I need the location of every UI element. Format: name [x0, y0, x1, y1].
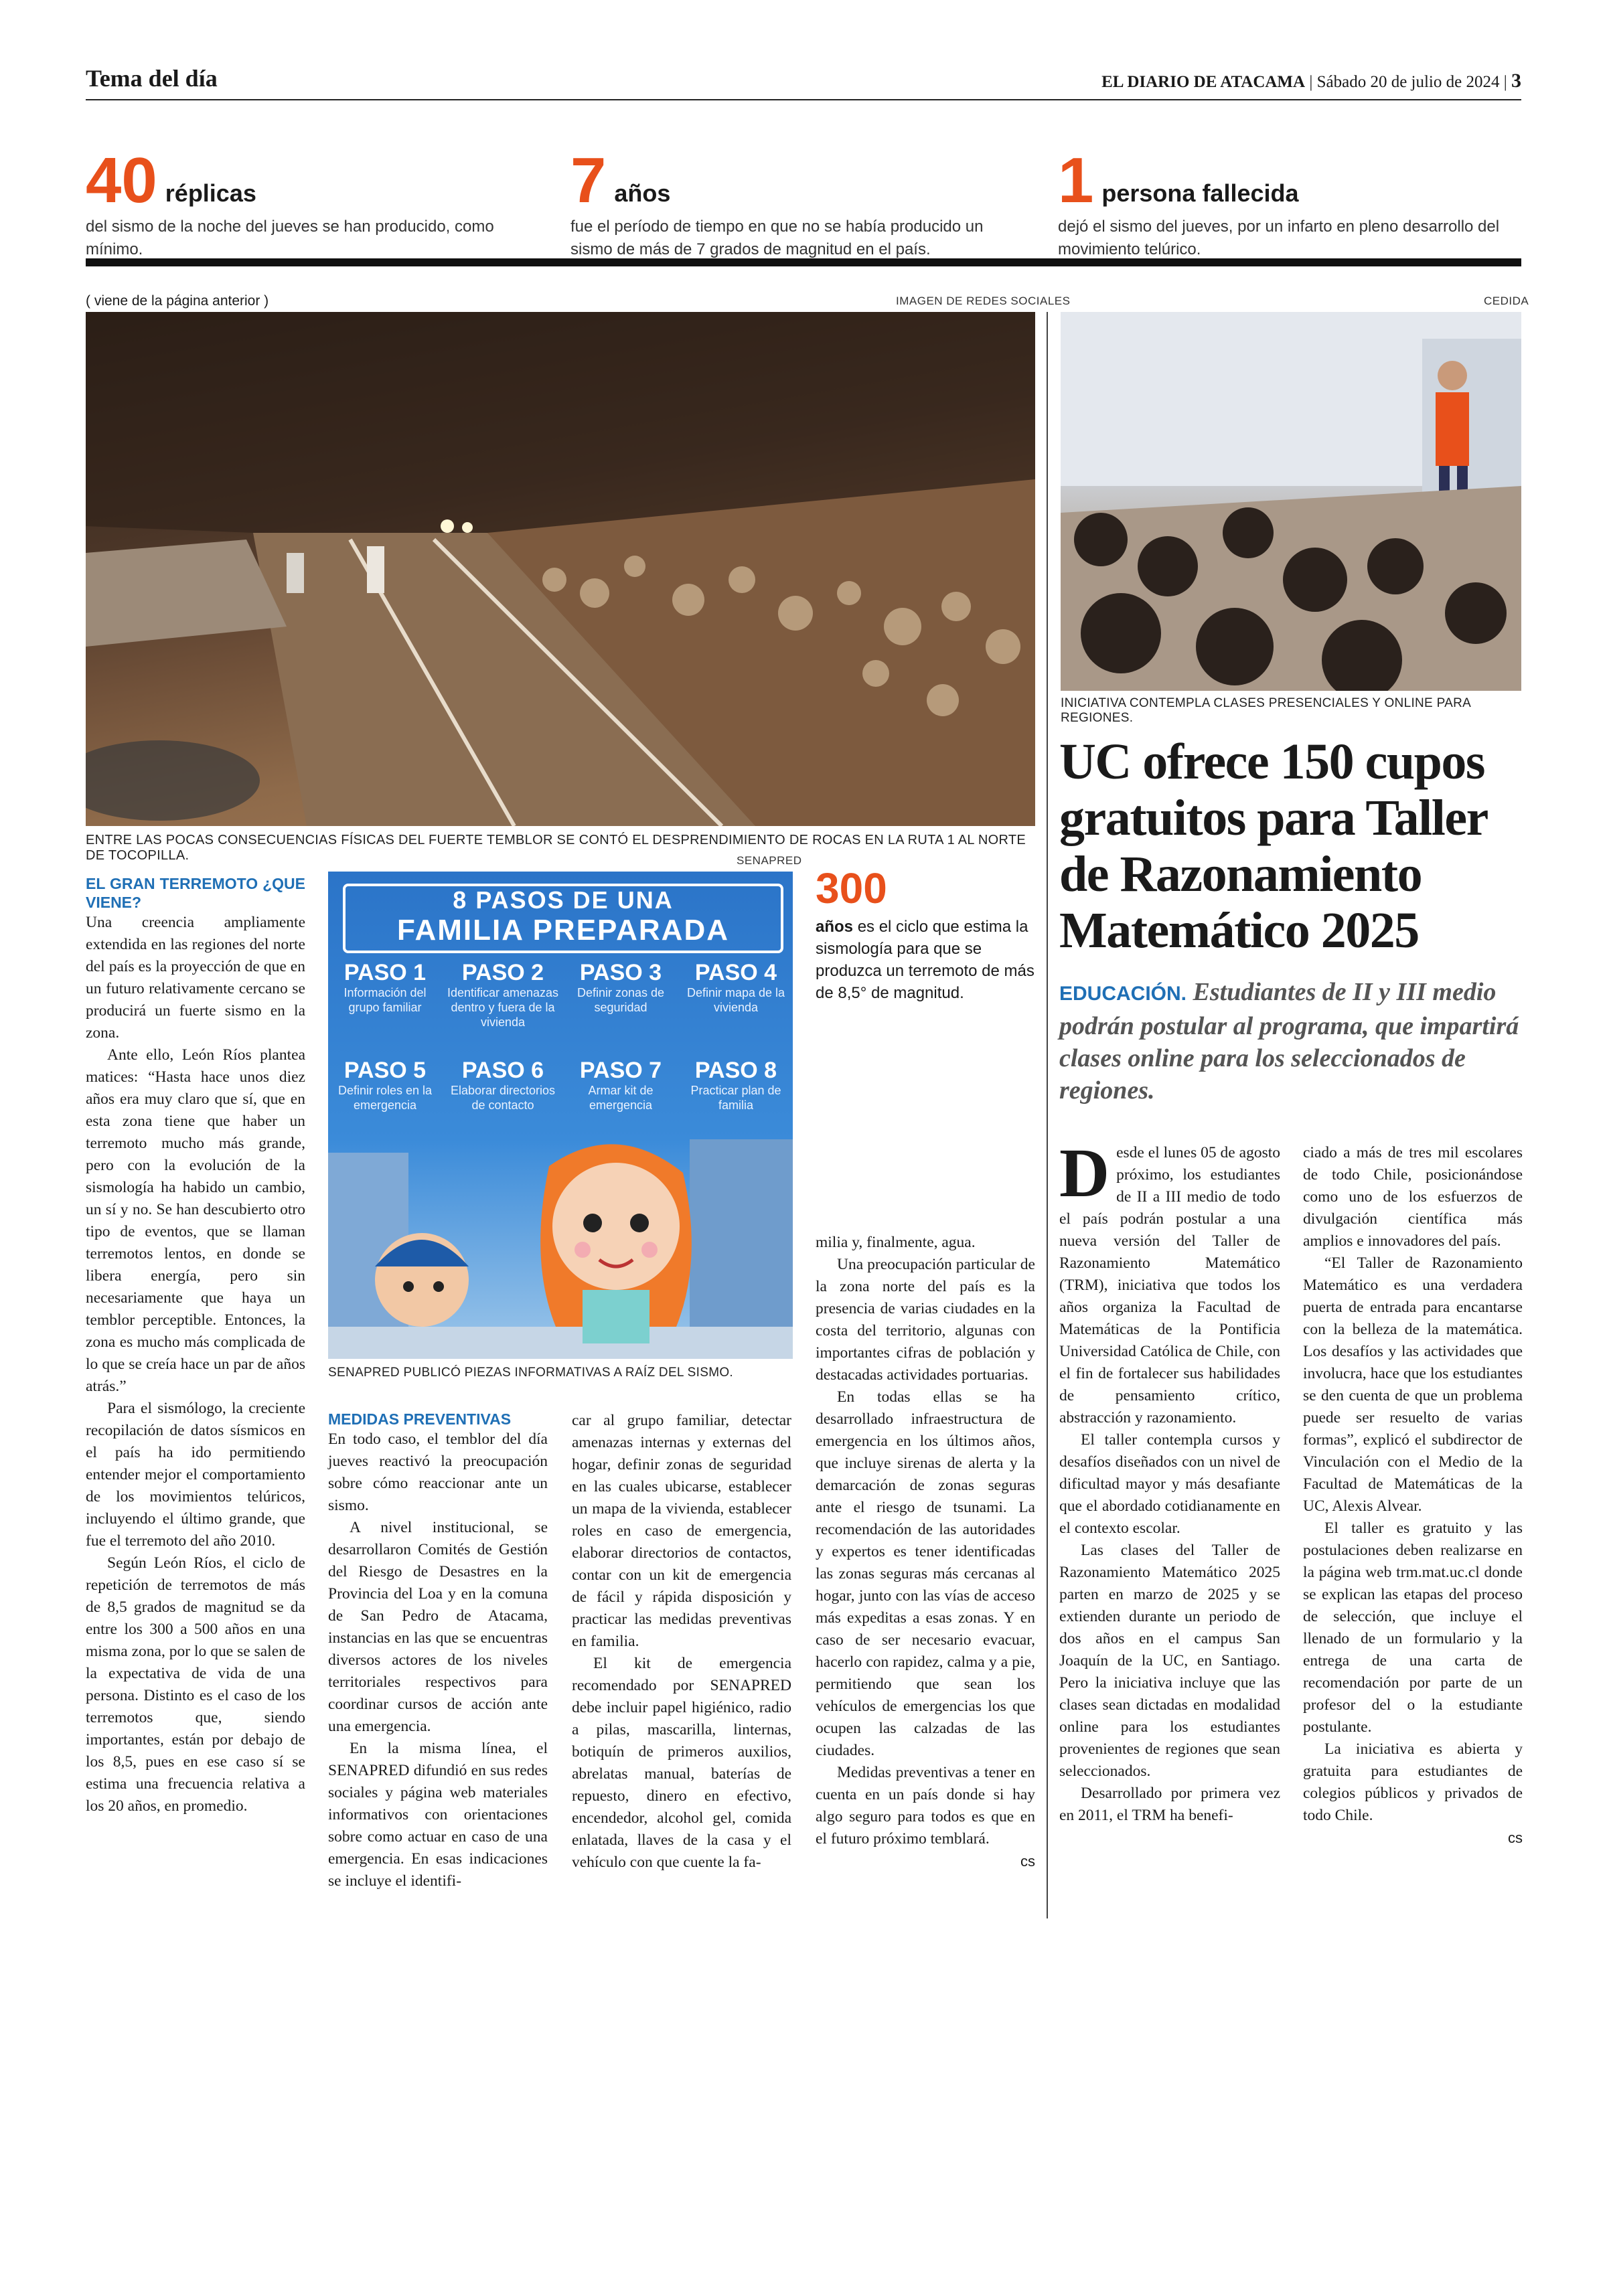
step-label: PASO 3: [579, 960, 662, 985]
step-label: PASO 6: [461, 1058, 544, 1083]
classroom-illustration: [1061, 312, 1521, 691]
stats-divider-bar: [86, 258, 1521, 266]
step-2: [446, 960, 560, 1030]
page-number: 3: [1511, 70, 1521, 92]
stat-years: [570, 145, 1026, 261]
step-1: [328, 960, 442, 1015]
step-7: [564, 1058, 678, 1113]
stat-fatality: [1058, 145, 1513, 261]
step-text: Elaborar directorios de contacto: [450, 1084, 556, 1112]
section-label: Tema del día: [86, 65, 218, 92]
paragraph: La iniciativa es abierta y gratuita para estudiantes de colegios públicos y privados de todo Chile.: [1303, 1740, 1523, 1824]
paragraph: A nivel institucional, se desarrollaron Comités de Gestión del Riesgo de Desastres en la Provincia del Loa y en la comuna de San Pedro de Atacama, instancias en las que se encuentras diversos actores de los niveles territoriales respectivos para coordinar cursos de acción ante una emergencia.: [328, 1519, 548, 1735]
step-label: PASO 1: [343, 960, 427, 985]
paragraph-first: [1059, 1135, 1280, 1429]
paragraph: Ante ello, León Ríos plantea matices: “Hasta hace unos diez años era muy claro que sí, que en esta zona tiene que haber un terremoto mucho más grande, pero con la evolución de la sismología ha habido un cambio, un sí y no. Se han descubierto otro tipo de eventos, que se llaman terremotos lentos, en donde se libera energía, pero sin necesariamente que haya un temblor perceptible. Entonces, la zona es mucho más complicada de lo que se creía hace un par de años atrás.”: [86, 1046, 305, 1395]
senapred-infographic: [328, 872, 793, 1359]
infographic-title-line2: FAMILIA PREPARADA: [397, 914, 729, 947]
step-6: [446, 1058, 560, 1113]
issue-date: Sábado 20 de julio de 2024: [1316, 73, 1500, 91]
article2-deck: [1059, 976, 1528, 1106]
infographic-title-box: [343, 884, 783, 953]
paragraph: Una creencia ampliamente extendida en las regiones del norte del país es la proyección de que en un futuro relativamente cercano se producirá un fuerte sismo en la zona.: [86, 914, 305, 1042]
family-cartoon-illustration: [328, 1126, 793, 1359]
stat-description: del sismo de la noche del jueves se han producido, como mínimo.: [86, 218, 494, 258]
stat-300-unit: años: [816, 918, 854, 936]
step-text: Armar kit de emergencia: [588, 1084, 654, 1112]
stat-description: fue el período de tiempo en que no se había producido un sismo de más de 7 grados de magnitud en el país.: [570, 218, 984, 258]
stat-number: 40: [86, 145, 157, 216]
infographic-credit: SENAPRED: [737, 854, 802, 867]
infographic-title-line1: 8 PASOS DE UNA: [453, 886, 674, 914]
step-text: Definir zonas de seguridad: [577, 986, 665, 1014]
paragraph: Desarrollado por primera vez en 2011, el TRM ha benefi-: [1059, 1785, 1280, 1824]
road-rockfall-photo: [86, 312, 1035, 826]
masthead-divider: |: [1309, 73, 1317, 91]
road-photo-caption: ENTRE LAS POCAS CONSECUENCIAS FÍSICAS DEL FUERTE TEMBLOR SE CONTÓ EL DESPRENDIMIENTO DE ROCAS EN LA RUTA 1 AL NORTE DE TOCOPILLA.: [86, 833, 1026, 863]
article2-column-1: [1059, 1135, 1280, 1827]
article2-deck-text: Estudiantes de II y III medio podrán postular al programa, que impartirá clases online para los seleccionados de regiones.: [1059, 978, 1519, 1104]
publication-name: EL DIARIO DE ATACAMA: [1101, 73, 1306, 91]
step-8: [679, 1058, 793, 1113]
header-rule: [86, 99, 1521, 100]
step-5: [328, 1058, 442, 1113]
paragraph: milia y, finalmente, agua.: [816, 1234, 976, 1251]
article1-end-mark: cs: [1020, 1853, 1035, 1870]
stat-number: 1: [1058, 145, 1094, 216]
road-photo-illustration: [86, 312, 1035, 826]
stat-unit: años: [614, 179, 671, 207]
masthead: [1101, 70, 1521, 92]
article1-column-1: [86, 874, 305, 1817]
paragraph: Para el sismólogo, la creciente recopilación de datos sísmicos en el país ha ido permitiendo entender mejor el comportamiento de los movimientos telúricos, incluyendo el último grande, que fue el terremoto del año 2010.: [86, 1400, 305, 1550]
step-text: Definir mapa de la vivienda: [686, 986, 785, 1014]
paragraph: Las clases del Taller de Razonamiento Matemático 2025 parten en marzo de 2025 y se extienden durante un periodo de dos años en el campus San Joaquín de la UC, en Santiago. Pero la iniciativa incluye que las clases sean dictadas en modalidad online para los estudiantes provenientes de regiones que sean seleccionados.: [1059, 1542, 1280, 1780]
road-photo-credit: IMAGEN DE REDES SOCIALES: [896, 295, 1071, 307]
continued-note: ( viene de la página anterior ): [86, 293, 269, 309]
stat-number: 7: [570, 145, 607, 216]
stat-unit: persona fallecida: [1101, 179, 1299, 207]
step-label: PASO 2: [461, 960, 544, 985]
paragraph: Una preocupación particular de la zona norte del país es la presencia de varias ciudades en la costa del territorio, algunas con importantes cifras de población y destacadas actividades portuarias.: [816, 1256, 1035, 1384]
step-3: [564, 960, 678, 1015]
step-text: Practicar plan de familia: [690, 1084, 781, 1112]
step-label: PASO 7: [579, 1058, 662, 1083]
step-label: PASO 4: [694, 960, 777, 985]
first-paragraph-text: esde el lunes 05 de agosto próximo, los estudiantes de II a III medio de todo el país podrán postular a una nueva versión del Taller de Razonamiento Matemático (TRM), iniciativa que todos los años organiza la Facultad de Matemáticas de la Pontificia Universidad Católica de Chile, con el fin de fortalecer sus habilidades de pensamiento crítico, abstracción y razonamiento.: [1059, 1144, 1280, 1426]
stat-300-text: [816, 916, 1037, 1004]
stat-description: dejó el sismo del jueves, por un infarto en pleno desarrollo del movimiento telúrico.: [1058, 218, 1500, 258]
paragraph: El taller contempla cursos y desafíos diseñados con un nivel de dificultad mayor y más desafiante que el abordado cotidianamente en el contexto escolar.: [1059, 1431, 1280, 1537]
stat-unit: réplicas: [165, 179, 256, 207]
drop-cap: D: [1059, 1135, 1110, 1212]
paragraph: En todas ellas se ha desarrollado infraestructura de emergencia en los últimos años, que incluye sirenas de alerta y la demarcación de zonas seguras ante el riesgo de tsunami. La recomendación de las autoridades y expertos es tener identificadas las zonas seguras más cercanas al hogar, junto con las vías de acceso más expeditas a esas zonas. Y en caso de ser necesario evacuar, hacerlo con rapidez, calma y a pie, permitiendo que sean los vehículos de emergencias los que ocupen las calzadas de las ciudades.: [816, 1388, 1035, 1759]
paragraph: car al grupo familiar, detectar amenazas internas y externas del hogar, definir zonas de seguridad en las cuales ubicarse, establecer un mapa de la vivienda, establecer roles en caso de emergencia, elaborar directorios de contactos, contar con un kit de emergencia de fácil y rápida disposición y practicar las medidas preventivas en familia.: [572, 1412, 791, 1650]
article2-end-mark: cs: [1508, 1829, 1523, 1846]
article1-column-2: [328, 1410, 548, 1892]
article1-column-3: [572, 1410, 791, 1874]
classroom-photo: [1061, 312, 1521, 691]
stat-300-description: es el ciclo que estima la sismología para que se produzca un terremoto de más de 8,5° de magnitud.: [816, 918, 1035, 1002]
class-photo-caption: INICIATIVA CONTEMPLA CLASES PRESENCIALES Y ONLINE PARA REGIONES.: [1061, 696, 1471, 725]
article2-column-2: [1303, 1142, 1523, 1849]
subhead-medidas-preventivas: MEDIDAS PREVENTIVAS: [328, 1410, 512, 1428]
step-label: PASO 5: [343, 1058, 427, 1083]
step-text: Información del grupo familiar: [343, 986, 427, 1014]
infographic-caption: SENAPRED PUBLICÓ PIEZAS INFORMATIVAS A RAÍZ DEL SISMO.: [328, 1366, 733, 1380]
paragraph: En todo caso, el temblor del día jueves reactivó la preocupación sobre cómo reaccionar ante un sismo.: [328, 1430, 548, 1514]
step-4: [679, 960, 793, 1015]
step-text: Identificar amenazas dentro y fuera de la vivienda: [447, 986, 559, 1029]
subhead-gran-terremoto: EL GRAN TERREMOTO ¿QUE VIENE?: [86, 875, 305, 911]
step-label: PASO 8: [694, 1058, 777, 1083]
class-photo-credit: CEDIDA: [1484, 295, 1529, 307]
masthead-divider: |: [1503, 73, 1511, 91]
paragraph: Medidas preventivas a tener en cuenta en un país donde si hay algo seguro para todos es que en el futuro próximo temblará.: [816, 1764, 1035, 1848]
paragraph: El taller es gratuito y las postulaciones deben realizarse en la página web trm.mat.uc.cl donde se explican las etapas del proceso de selección, que incluye el llenado de un formulario y la entrega de una carta de recomendación por parte de un profesor del o la estudiante postulante.: [1303, 1520, 1523, 1736]
paragraph: El kit de emergencia recomendado por SENAPRED debe incluir papel higiénico, radio a pilas, mascarilla, linternas, botiquín de primeros auxilios, abrelatas manual, baterías de repuesto, dinero en efectivo, encendedor, alcohol gel, comida enlatada, llaves de la casa y el vehículo con que cuente la fa-: [572, 1655, 791, 1871]
stat-replicas: [86, 145, 541, 261]
paragraph: “El Taller de Razonamiento Matemático es una verdadera puerta de entrada para encantarse con la belleza de la matemática. Los desafíos y las actividades que involucra, hace que los estudiantes se den cuenta de que un problema puede ser resuelto de varias formas”, explicó el subdirector de Vinculación con el Medio de la Facultad de Matemáticas de la UC, Alexis Alvear.: [1303, 1254, 1523, 1515]
paragraph: En la misma línea, el SENAPRED difundió en sus redes sociales y página web materiales informativos con orientaciones sobre como actuar en caso de una emergencia. En esas indicaciones se incluye el identifi-: [328, 1740, 548, 1890]
paragraph: ciado a más de tres mil escolares de todo Chile, posicionándose como uno de los esfuerzos de divulgación científica más amplios e innovadores del país.: [1303, 1144, 1523, 1250]
step-text: Definir roles en la emergencia: [337, 1084, 433, 1112]
article2-kicker: EDUCACIÓN.: [1059, 983, 1187, 1005]
paragraph: Según León Ríos, el ciclo de repetición de terremotos de más de 8,5 grados de magnitud se da entre los 300 a 500 años en una misma zona, por lo que se salen de la expectativa de vida de una persona. Distinto es el caso de los terremotos que, siendo importantes, están por debajo de los 8,5, pues en ese caso sí se estima una frecuencia relativa a los 20 años, en promedio.: [86, 1554, 305, 1815]
article-divider-rule: [1047, 312, 1048, 1918]
article2-headline: UC ofrece 150 cupos gratuitos para Taller de Razonamiento Matemático 2025: [1059, 734, 1487, 959]
stat-300-number: 300: [816, 864, 887, 912]
article1-column-4: [816, 1232, 1035, 1872]
